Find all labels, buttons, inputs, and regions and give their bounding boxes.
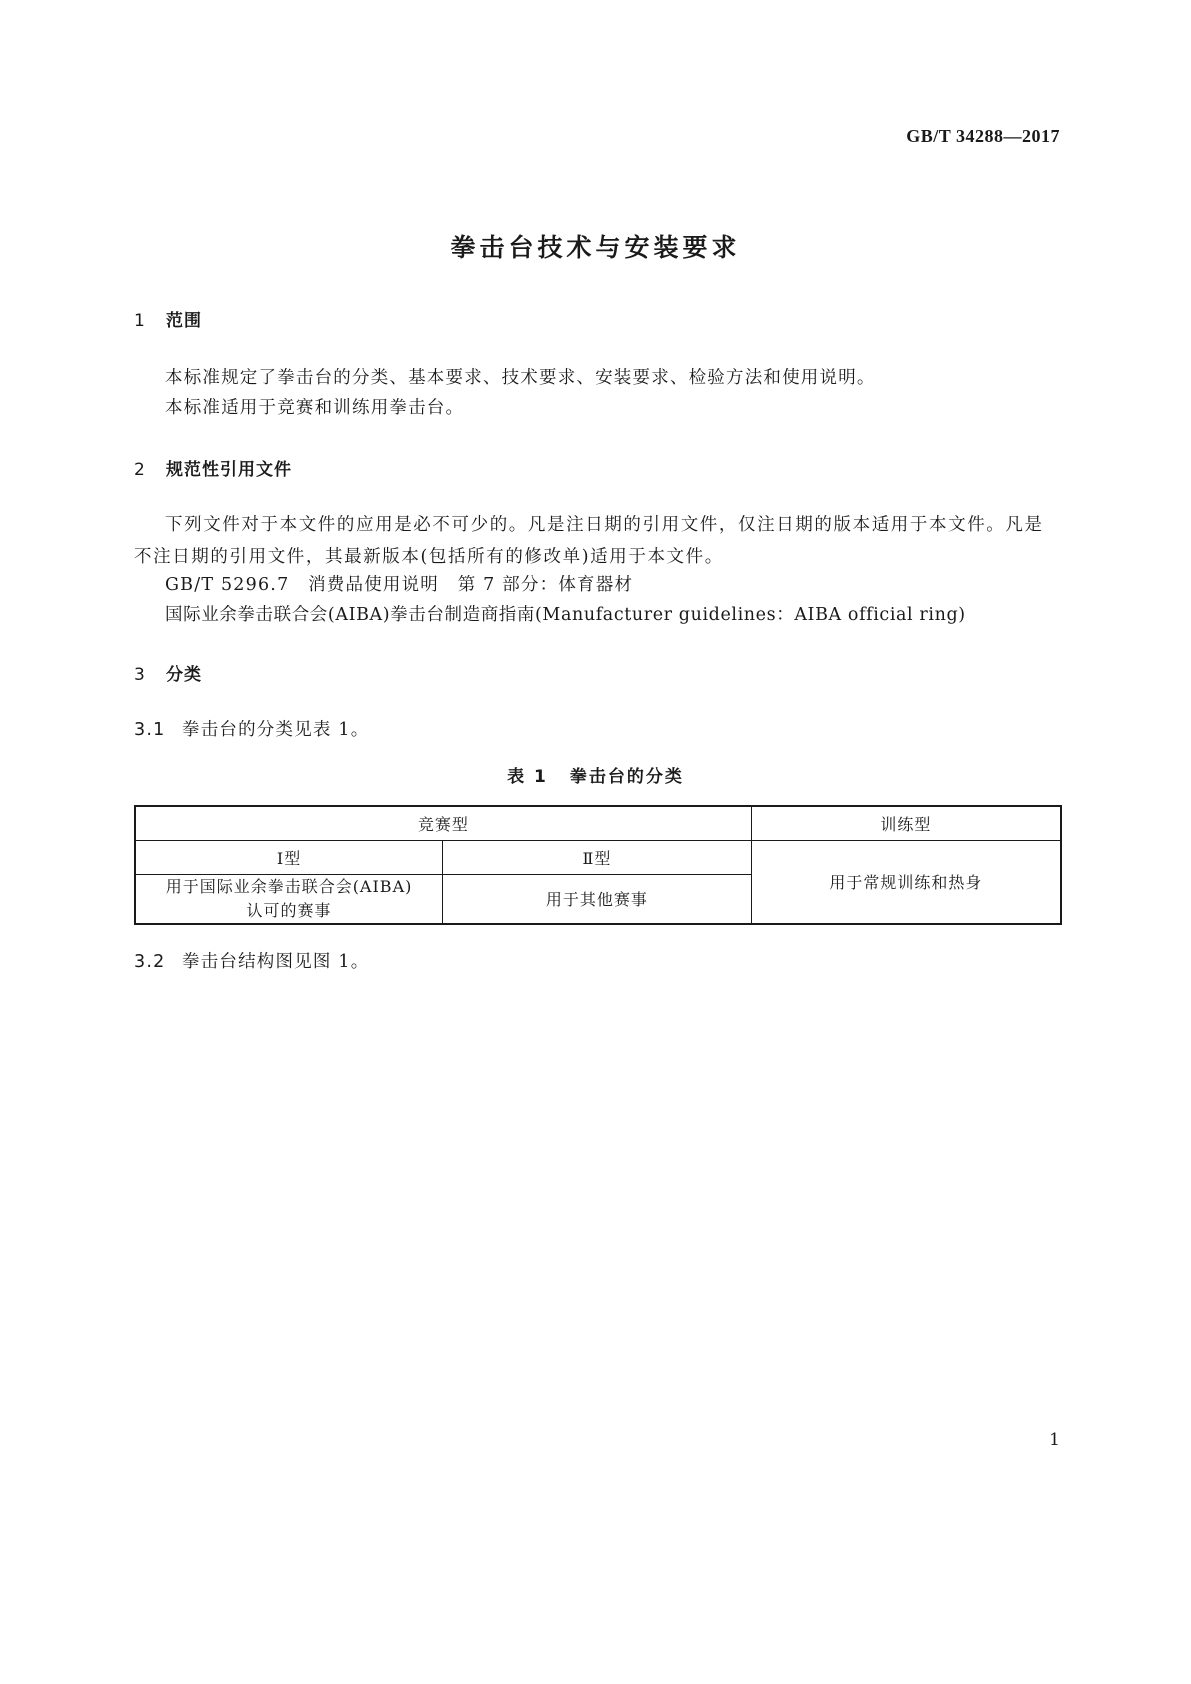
section-3-heading: [134, 660, 202, 685]
subsection-text: 拳击台结构图见图 1。: [182, 952, 370, 972]
section-number: 2: [134, 460, 146, 480]
subheader-type2: Ⅱ型: [443, 840, 752, 874]
table-caption: [0, 762, 1191, 787]
cell-type1-desc: 用于国际业余拳击联合会(AIBA)认可的赛事: [135, 874, 443, 924]
header-training: 训练型: [751, 806, 1061, 840]
document-title: 拳击台技术与安装要求: [450, 233, 741, 262]
header-competition: 竞赛型: [135, 806, 751, 840]
section-1-heading: [134, 306, 202, 331]
scope-paragraph-2: 本标准适用于竞赛和训练用拳击台。: [165, 398, 465, 418]
table-caption-label: 表 1: [507, 767, 548, 787]
section-number: 3: [134, 665, 146, 685]
subsection-text: 拳击台的分类见表 1。: [182, 720, 370, 740]
table-row: [135, 840, 1061, 874]
standard-code: GB/T 34288—2017: [906, 126, 1060, 146]
reference-item-2: 国际业余拳击联合会(AIBA)拳击台制造商指南(Manufacturer guidelines：AIBA official ring): [165, 605, 966, 625]
subsection-3-1: [134, 716, 369, 741]
section-2-heading: [134, 455, 292, 480]
cell-type2-desc: 用于其他赛事: [443, 874, 752, 924]
table-row: [135, 806, 1061, 840]
subsection-number: 3.1: [134, 720, 166, 740]
section-title: 规范性引用文件: [166, 460, 292, 480]
table-caption-title: 拳击台的分类: [569, 767, 684, 787]
page-number: 1: [1049, 1430, 1060, 1450]
classification-table: [134, 805, 1062, 925]
section-title: 分类: [166, 665, 202, 685]
subheader-type1: Ⅰ型: [135, 840, 443, 874]
cell-training-desc: 用于常规训练和热身: [751, 840, 1061, 924]
subsection-number: 3.2: [134, 952, 166, 972]
reference-item-1: GB/T 5296.7 消费品使用说明 第 7 部分：体育器材: [165, 575, 634, 595]
subsection-3-2: [134, 948, 369, 973]
scope-paragraph-1: 本标准规定了拳击台的分类、基本要求、技术要求、安装要求、检验方法和使用说明。: [165, 368, 876, 388]
section-number: 1: [134, 311, 146, 331]
section-title: 范围: [166, 311, 202, 331]
references-intro-paragraph: 下列文件对于本文件的应用是必不可少的。凡是注日期的引用文件，仅注日期的版本适用于本文件。凡是不注日期的引用文件，其最新版本(包括所有的修改单)适用于本文件。: [134, 515, 1044, 567]
